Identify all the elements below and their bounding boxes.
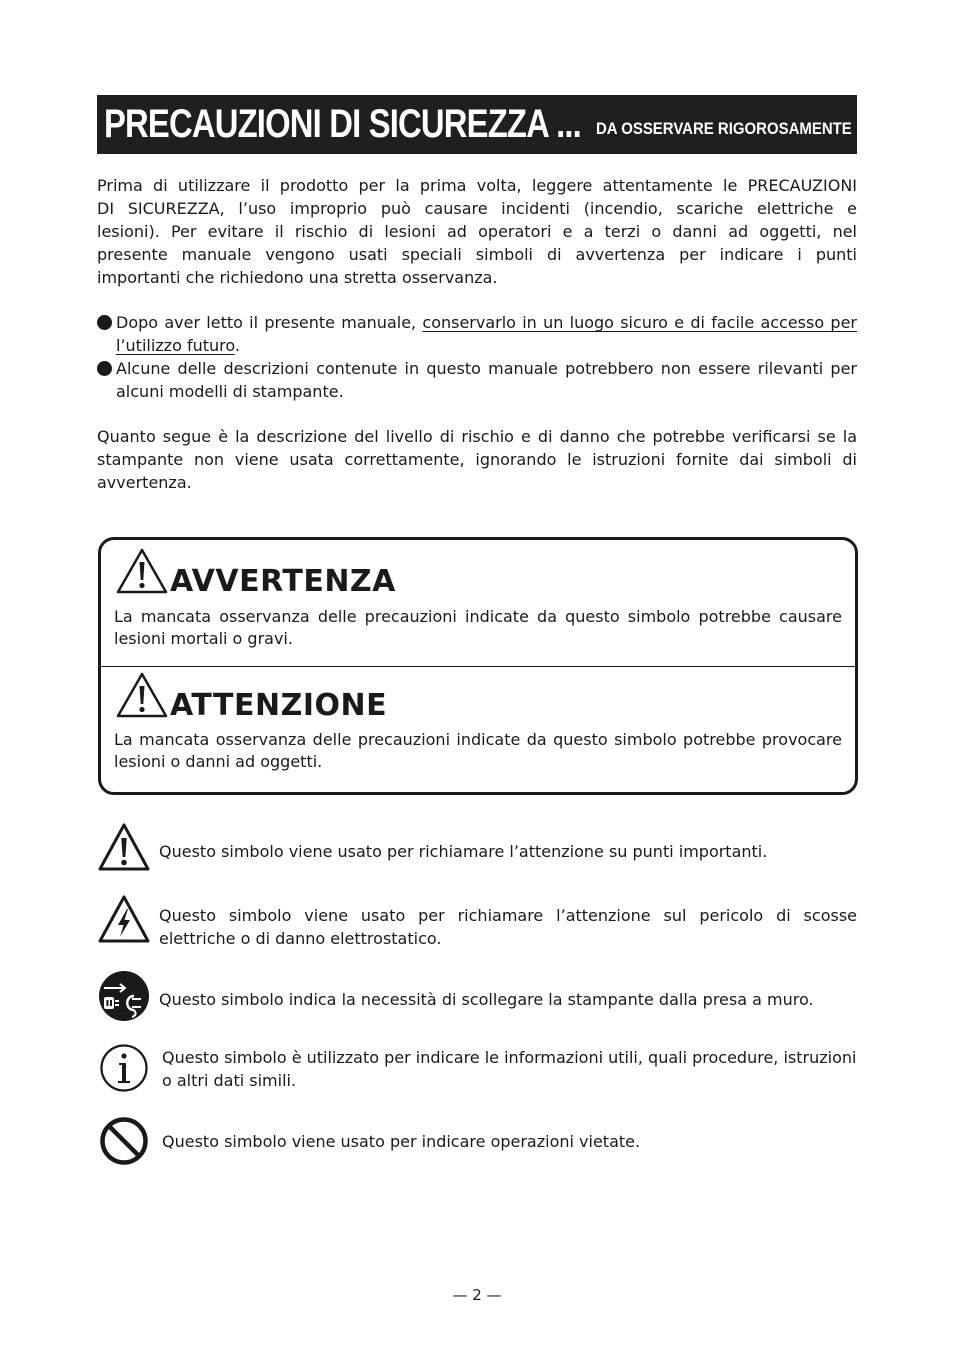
intro-line-5: importanti che richiedono una stretta osservanza.	[97, 268, 498, 287]
hazard-box-divider	[101, 666, 855, 667]
page-number: — 2 —	[452, 1286, 502, 1304]
warning-triangle-icon	[116, 548, 168, 594]
bullet-dot	[97, 315, 112, 330]
prohibited-icon	[99, 1116, 149, 1166]
caution-triangle-icon	[116, 672, 168, 718]
bullet-models-text: Alcune delle descrizioni contenute in questo manuale potrebbero non essere rilevanti per alcuni modelli di stampante.	[116, 359, 857, 401]
caution-description: La mancata osservanza delle precauzioni indicate da questo simbolo potrebbe provocare lesioni o danni ad oggetti.	[114, 730, 842, 771]
page-title: PRECAUZIONI DI SICUREZZA ...	[104, 102, 581, 146]
warning-heading: AVVERTENZA	[170, 564, 396, 599]
caution-heading: ATTENZIONE	[170, 688, 388, 723]
symbol-description-prohibited: Questo simbolo viene usato per indicare operazioni vietate.	[162, 1132, 641, 1151]
bullet-item-keep-manual	[97, 311, 857, 357]
intro-line-1: Prima di utilizzare il prodotto per la prima volta, leggere attentamente le PRECAUZIONI	[97, 176, 857, 195]
symbol-description-warning: Questo simbolo viene usato per richiamare l’attenzione su punti importanti.	[159, 842, 768, 861]
bullet-keep-manual-underlined: conservarlo in un luogo sicuro e di facile accesso per l’utilizzo futuro	[116, 313, 857, 355]
intro-line-2: DI SICUREZZA, l’uso improprio può causare incidenti (incendio, scariche elettriche e	[97, 199, 857, 218]
info-icon	[99, 1043, 149, 1093]
warning-description: La mancata osservanza delle precauzioni indicate da questo simbolo potrebbe causare lesioni mortali o gravi.	[114, 607, 842, 648]
electric-shock-icon	[98, 895, 150, 943]
bullet-item-models	[97, 357, 857, 403]
bullet-dot	[97, 361, 112, 376]
bullet-keep-manual-suffix: .	[234, 336, 240, 355]
warning-triangle-icon	[98, 823, 150, 871]
unplug-icon	[98, 970, 150, 1022]
symbol-description-info: Questo simbolo è utilizzato per indicare le informazioni utili, quali procedure, istruzioni o altri dati simili.	[162, 1048, 857, 1090]
symbol-description-electric-shock: Questo simbolo viene usato per richiamare l’attenzione sul pericolo di scosse elettriche o di danno elettrostatico.	[159, 906, 857, 948]
intro-line-3: lesioni). Per evitare il rischio di lesioni ad operatori e a terzi o danni ad oggetti, nel	[97, 222, 857, 241]
page-subtitle: DA OSSERVARE RIGOROSAMENTE	[596, 119, 852, 138]
risk-intro-paragraph: Quanto segue è la descrizione del livello di rischio e di danno che potrebbe verificarsi se la stampante non viene usata correttamente, ignorando le istruzioni fornite dai simboli di avvertenza.	[97, 427, 857, 492]
symbol-description-unplug: Questo simbolo indica la necessità di scollegare la stampante dalla presa a muro.	[159, 990, 814, 1009]
bullet-keep-manual-prefix: Dopo aver letto il presente manuale,	[116, 313, 423, 332]
page-title-bar	[97, 95, 857, 154]
intro-line-4: presente manuale vengono usati speciali simboli di avvertenza per indicare i punti	[97, 245, 857, 264]
